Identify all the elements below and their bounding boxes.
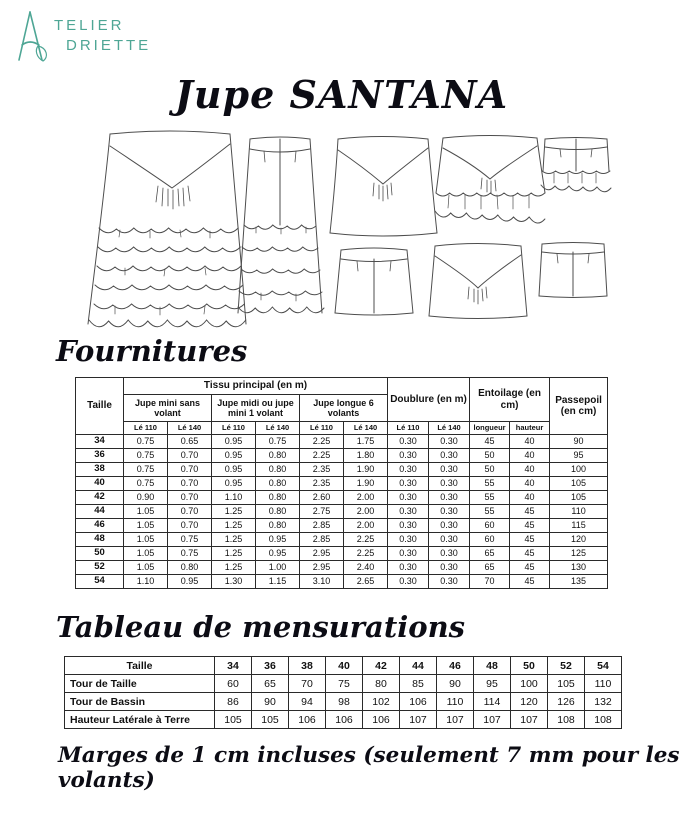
value-cell: 2.25 (344, 547, 388, 561)
value-cell: 0.30 (388, 533, 429, 547)
skirt-mini-front-drawing (330, 137, 437, 237)
size-cell: 34 (76, 435, 124, 449)
value-cell: 120 (550, 533, 608, 547)
col-header-le110: Lé 110 (124, 422, 168, 435)
value-cell: 0.75 (124, 435, 168, 449)
value-cell: 38 (289, 657, 326, 675)
value-cell: 40 (510, 435, 550, 449)
skirt-long-front-drawing (88, 131, 246, 327)
value-cell: 0.80 (168, 561, 212, 575)
fournitures-row (76, 575, 608, 589)
value-cell: 0.75 (168, 533, 212, 547)
value-cell: 45 (470, 435, 510, 449)
mensurations-row (65, 657, 622, 675)
value-cell: 0.30 (388, 463, 429, 477)
skirt-mini-fringe-front-drawing (429, 244, 527, 319)
value-cell: 125 (550, 547, 608, 561)
value-cell: 95 (550, 449, 608, 463)
value-cell: 1.05 (124, 505, 168, 519)
value-cell: 0.30 (429, 491, 470, 505)
fournitures-row (76, 435, 608, 449)
row-label: Tour de Taille (65, 675, 215, 693)
mensurations-row (65, 693, 622, 711)
size-cell: 50 (76, 547, 124, 561)
value-cell: 0.30 (388, 547, 429, 561)
value-cell: 110 (550, 505, 608, 519)
value-cell: 105 (550, 491, 608, 505)
value-cell: 0.80 (256, 519, 300, 533)
value-cell: 90 (437, 675, 474, 693)
value-cell: 0.30 (429, 561, 470, 575)
value-cell: 0.30 (429, 435, 470, 449)
value-cell: 90 (550, 435, 608, 449)
value-cell: 60 (470, 519, 510, 533)
value-cell: 36 (252, 657, 289, 675)
value-cell: 1.25 (212, 533, 256, 547)
value-cell: 50 (470, 449, 510, 463)
value-cell: 1.90 (344, 463, 388, 477)
value-cell: 0.30 (388, 449, 429, 463)
mensurations-table-body (65, 657, 622, 729)
value-cell: 1.05 (124, 533, 168, 547)
size-cell: 40 (76, 477, 124, 491)
value-cell: 45 (510, 561, 550, 575)
value-cell: 2.00 (344, 491, 388, 505)
value-cell: 0.65 (168, 435, 212, 449)
value-cell: 100 (511, 675, 548, 693)
value-cell: 0.30 (388, 435, 429, 449)
col-header-le140: Lé 140 (168, 422, 212, 435)
size-cell: 52 (76, 561, 124, 575)
value-cell: 2.35 (300, 463, 344, 477)
fournitures-row (76, 533, 608, 547)
value-cell: 42 (363, 657, 400, 675)
value-cell: 0.95 (168, 575, 212, 589)
col-header-jupe-mini: Jupe mini sans volant (124, 395, 212, 422)
value-cell: 135 (550, 575, 608, 589)
value-cell: 106 (289, 711, 326, 729)
value-cell: 0.80 (256, 505, 300, 519)
size-cell: 42 (76, 491, 124, 505)
col-header-longueur: longueur (470, 422, 510, 435)
value-cell: 0.95 (256, 533, 300, 547)
value-cell: 40 (510, 491, 550, 505)
col-header-hauteur: hauteur (510, 422, 550, 435)
value-cell: 40 (510, 449, 550, 463)
value-cell: 2.00 (344, 519, 388, 533)
value-cell: 108 (548, 711, 585, 729)
col-header-jupe-midi: Jupe midi ou jupe mini 1 volant (212, 395, 300, 422)
value-cell: 1.75 (344, 435, 388, 449)
fournitures-row (76, 449, 608, 463)
skirt-illustrations (78, 120, 626, 338)
value-cell: 46 (437, 657, 474, 675)
col-header-tissu: Tissu principal (en m) (124, 378, 388, 395)
eiffel-tower-a-icon (16, 10, 52, 64)
value-cell: 108 (585, 711, 622, 729)
value-cell: 0.75 (124, 463, 168, 477)
value-cell: 1.25 (212, 505, 256, 519)
value-cell: 115 (550, 519, 608, 533)
value-cell: 0.30 (429, 505, 470, 519)
fournitures-row (76, 561, 608, 575)
fournitures-row (76, 547, 608, 561)
value-cell: 0.95 (212, 449, 256, 463)
value-cell: 107 (511, 711, 548, 729)
value-cell: 102 (363, 693, 400, 711)
value-cell: 40 (510, 463, 550, 477)
fournitures-row (76, 505, 608, 519)
value-cell: 2.85 (300, 533, 344, 547)
value-cell: 2.95 (300, 547, 344, 561)
value-cell: 75 (326, 675, 363, 693)
value-cell: 1.05 (124, 547, 168, 561)
skirt-mini-volant-front-drawing (435, 136, 545, 224)
value-cell: 0.30 (429, 547, 470, 561)
value-cell: 100 (550, 463, 608, 477)
row-label: Taille (65, 657, 215, 675)
value-cell: 105 (548, 675, 585, 693)
value-cell: 86 (215, 693, 252, 711)
fournitures-table (75, 377, 608, 589)
value-cell: 54 (585, 657, 622, 675)
value-cell: 0.80 (256, 491, 300, 505)
col-header-jupe-longue: Jupe longue 6 volants (300, 395, 388, 422)
value-cell: 45 (510, 533, 550, 547)
value-cell: 70 (470, 575, 510, 589)
skirt-mini-volant-back-drawing (541, 138, 611, 192)
value-cell: 0.80 (256, 477, 300, 491)
value-cell: 2.00 (344, 505, 388, 519)
brand-name-line2: DRIETTE (66, 37, 152, 54)
row-label: Hauteur Latérale à Terre (65, 711, 215, 729)
value-cell: 1.30 (212, 575, 256, 589)
value-cell: 44 (400, 657, 437, 675)
value-cell: 0.75 (256, 435, 300, 449)
col-header-passepoil: Passepoil (en cm) (550, 378, 608, 435)
value-cell: 0.95 (212, 477, 256, 491)
value-cell: 50 (511, 657, 548, 675)
value-cell: 1.15 (256, 575, 300, 589)
col-header-entoilage: Entoilage (en cm) (470, 378, 550, 422)
value-cell: 0.95 (212, 463, 256, 477)
col-header-taille: Taille (76, 378, 124, 435)
value-cell: 45 (510, 505, 550, 519)
value-cell: 34 (215, 657, 252, 675)
value-cell: 1.25 (212, 519, 256, 533)
value-cell: 0.80 (256, 463, 300, 477)
col-header-le110: Lé 110 (300, 422, 344, 435)
value-cell: 50 (470, 463, 510, 477)
value-cell: 2.60 (300, 491, 344, 505)
value-cell: 110 (585, 675, 622, 693)
value-cell: 0.30 (429, 463, 470, 477)
value-cell: 90 (252, 693, 289, 711)
size-cell: 38 (76, 463, 124, 477)
value-cell: 1.10 (212, 491, 256, 505)
value-cell: 0.75 (124, 449, 168, 463)
value-cell: 0.95 (212, 435, 256, 449)
size-cell: 46 (76, 519, 124, 533)
mensurations-row (65, 711, 622, 729)
value-cell: 0.30 (429, 533, 470, 547)
row-label: Tour de Bassin (65, 693, 215, 711)
value-cell: 70 (289, 675, 326, 693)
value-cell: 52 (548, 657, 585, 675)
value-cell: 0.30 (429, 575, 470, 589)
value-cell: 0.30 (388, 505, 429, 519)
value-cell: 2.95 (300, 561, 344, 575)
value-cell: 1.10 (124, 575, 168, 589)
fournitures-row (76, 491, 608, 505)
value-cell: 2.25 (300, 435, 344, 449)
value-cell: 65 (252, 675, 289, 693)
mensurations-heading: Tableau de mensurations (56, 610, 466, 644)
value-cell: 114 (474, 693, 511, 711)
mensurations-row (65, 675, 622, 693)
value-cell: 2.25 (300, 449, 344, 463)
value-cell: 55 (470, 491, 510, 505)
size-cell: 54 (76, 575, 124, 589)
value-cell: 1.00 (256, 561, 300, 575)
mensurations-table (64, 656, 622, 729)
value-cell: 0.30 (388, 477, 429, 491)
value-cell: 3.10 (300, 575, 344, 589)
fournitures-row (76, 463, 608, 477)
value-cell: 0.70 (168, 491, 212, 505)
value-cell: 65 (470, 561, 510, 575)
skirt-long-back-drawing (238, 137, 324, 313)
value-cell: 1.25 (212, 561, 256, 575)
value-cell: 60 (470, 533, 510, 547)
value-cell: 107 (400, 711, 437, 729)
value-cell: 0.80 (256, 449, 300, 463)
value-cell: 106 (326, 711, 363, 729)
value-cell: 55 (470, 505, 510, 519)
value-cell: 126 (548, 693, 585, 711)
value-cell: 45 (510, 547, 550, 561)
value-cell: 130 (550, 561, 608, 575)
value-cell: 120 (511, 693, 548, 711)
value-cell: 0.70 (168, 519, 212, 533)
value-cell: 1.80 (344, 449, 388, 463)
value-cell: 98 (326, 693, 363, 711)
value-cell: 40 (510, 477, 550, 491)
value-cell: 94 (289, 693, 326, 711)
value-cell: 106 (363, 711, 400, 729)
value-cell: 60 (215, 675, 252, 693)
value-cell: 105 (252, 711, 289, 729)
value-cell: 0.30 (429, 449, 470, 463)
col-header-le140: Lé 140 (256, 422, 300, 435)
value-cell: 0.70 (168, 449, 212, 463)
value-cell: 105 (550, 477, 608, 491)
value-cell: 0.70 (168, 463, 212, 477)
brand-logo (16, 8, 196, 68)
value-cell: 85 (400, 675, 437, 693)
value-cell: 2.35 (300, 477, 344, 491)
value-cell: 0.90 (124, 491, 168, 505)
value-cell: 40 (326, 657, 363, 675)
value-cell: 95 (474, 675, 511, 693)
value-cell: 0.70 (168, 477, 212, 491)
col-header-le110: Lé 110 (388, 422, 429, 435)
value-cell: 65 (470, 547, 510, 561)
value-cell: 80 (363, 675, 400, 693)
value-cell: 107 (437, 711, 474, 729)
col-header-le140: Lé 140 (344, 422, 388, 435)
fournitures-row (76, 519, 608, 533)
value-cell: 48 (474, 657, 511, 675)
value-cell: 110 (437, 693, 474, 711)
col-header-doublure: Doublure (en m) (388, 378, 470, 422)
value-cell: 2.40 (344, 561, 388, 575)
value-cell: 2.75 (300, 505, 344, 519)
value-cell: 132 (585, 693, 622, 711)
fournitures-table-body (76, 435, 608, 589)
value-cell: 0.30 (429, 519, 470, 533)
fournitures-heading: Fournitures (56, 334, 248, 368)
value-cell: 1.25 (212, 547, 256, 561)
value-cell: 107 (474, 711, 511, 729)
value-cell: 45 (510, 519, 550, 533)
brand-name-line1: TELIER (54, 17, 125, 34)
fournitures-row (76, 477, 608, 491)
value-cell: 0.70 (168, 505, 212, 519)
value-cell: 0.75 (168, 547, 212, 561)
value-cell: 105 (215, 711, 252, 729)
value-cell: 0.30 (388, 519, 429, 533)
size-cell: 44 (76, 505, 124, 519)
size-cell: 36 (76, 449, 124, 463)
value-cell: 0.30 (388, 561, 429, 575)
value-cell: 2.85 (300, 519, 344, 533)
value-cell: 0.30 (429, 477, 470, 491)
value-cell: 55 (470, 477, 510, 491)
col-header-le140: Lé 140 (429, 422, 470, 435)
value-cell: 1.90 (344, 477, 388, 491)
skirt-mini-back2-drawing (539, 243, 607, 298)
value-cell: 45 (510, 575, 550, 589)
size-cell: 48 (76, 533, 124, 547)
value-cell: 2.65 (344, 575, 388, 589)
value-cell: 106 (400, 693, 437, 711)
value-cell: 1.05 (124, 519, 168, 533)
value-cell: 0.30 (388, 575, 429, 589)
value-cell: 1.05 (124, 561, 168, 575)
skirt-mini-back-drawing (335, 248, 413, 315)
value-cell: 0.75 (124, 477, 168, 491)
col-header-le110: Lé 110 (212, 422, 256, 435)
page-title: Jupe SANTANA (174, 72, 509, 117)
value-cell: 0.30 (388, 491, 429, 505)
value-cell: 0.95 (256, 547, 300, 561)
value-cell: 2.25 (344, 533, 388, 547)
seam-allowance-note: Marges de 1 cm incluses (seulement 7 mm pour les volants) (58, 743, 680, 793)
